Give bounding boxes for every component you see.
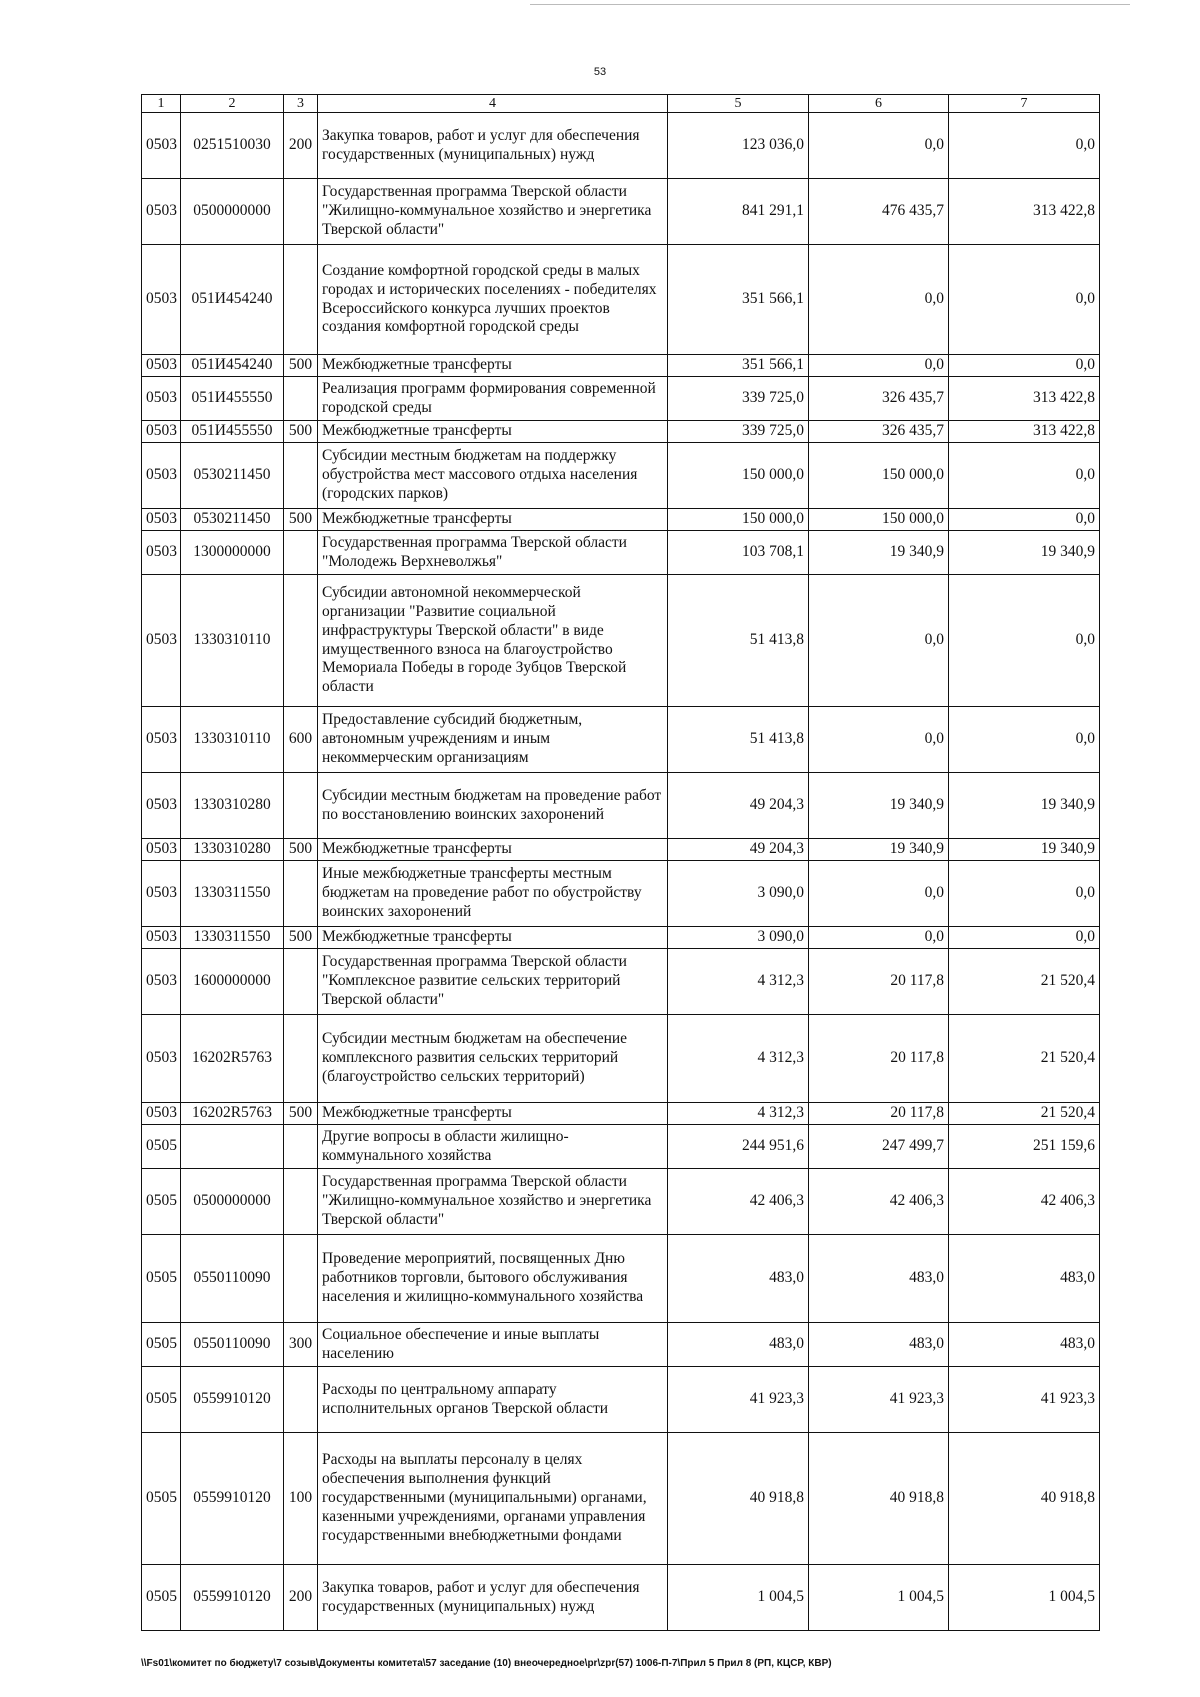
section-code-cell: 0503 bbox=[142, 531, 181, 575]
section-code-cell: 0503 bbox=[142, 245, 181, 355]
section-code-cell: 0503 bbox=[142, 575, 181, 707]
expense-type-code-cell bbox=[284, 1235, 318, 1323]
description-cell: Межбюджетные трансферты bbox=[318, 355, 668, 377]
target-article-code-cell: 0530211450 bbox=[181, 443, 284, 509]
target-article-code-cell: 0550110090 bbox=[181, 1235, 284, 1323]
amount-year-3-cell: 0,0 bbox=[949, 443, 1100, 509]
expense-type-code-cell bbox=[284, 575, 318, 707]
amount-year-1-cell: 483,0 bbox=[668, 1235, 809, 1323]
table-row bbox=[142, 839, 1100, 861]
table-row bbox=[142, 377, 1100, 421]
description-cell: Иные межбюджетные трансферты местным бюджетам на проведение работ по обустройству воинских захоронений bbox=[318, 861, 668, 927]
table-row bbox=[142, 949, 1100, 1015]
column-header: 1 bbox=[142, 95, 181, 113]
amount-year-3-cell: 483,0 bbox=[949, 1323, 1100, 1367]
amount-year-2-cell: 0,0 bbox=[809, 113, 949, 179]
amount-year-1-cell: 351 566,1 bbox=[668, 355, 809, 377]
amount-year-3-cell: 0,0 bbox=[949, 509, 1100, 531]
amount-year-1-cell: 103 708,1 bbox=[668, 531, 809, 575]
section-code-cell: 0503 bbox=[142, 355, 181, 377]
section-code-cell: 0505 bbox=[142, 1125, 181, 1169]
target-article-code-cell: 0559910120 bbox=[181, 1367, 284, 1433]
amount-year-3-cell: 21 520,4 bbox=[949, 1015, 1100, 1103]
target-article-code-cell: 1330311550 bbox=[181, 861, 284, 927]
description-cell: Создание комфортной городской среды в малых городах и исторических поселениях - победителях Всероссийского конкурса лучших проектов создания комфортной городской среды bbox=[318, 245, 668, 355]
footer-file-path: \\Fs01\комитет по бюджету\7 созыв\Документы комитета\57 заседание (10) внеочередное\pr\zpr(57) 1006-П-7\Прил 5 Прил 8 (РП, КЦСР, КВР) bbox=[141, 1658, 832, 1669]
expense-type-code-cell: 500 bbox=[284, 355, 318, 377]
target-article-code-cell: 1330310280 bbox=[181, 839, 284, 861]
description-cell: Государственная программа Тверской области "Молодежь Верхневолжья" bbox=[318, 531, 668, 575]
description-cell: Предоставление субсидий бюджетным, автономным учреждениям и иным некоммерческим организациям bbox=[318, 707, 668, 773]
column-header: 4 bbox=[318, 95, 668, 113]
amount-year-2-cell: 247 499,7 bbox=[809, 1125, 949, 1169]
description-cell: Государственная программа Тверской области "Жилищно-коммунальное хозяйство и энергетика Тверской области" bbox=[318, 179, 668, 245]
description-cell: Субсидии местным бюджетам на проведение работ по восстановлению воинских захоронений bbox=[318, 773, 668, 839]
amount-year-3-cell: 313 422,8 bbox=[949, 421, 1100, 443]
target-article-code-cell: 0559910120 bbox=[181, 1433, 284, 1565]
description-cell: Социальное обеспечение и иные выплаты населению bbox=[318, 1323, 668, 1367]
section-code-cell: 0503 bbox=[142, 1015, 181, 1103]
target-article-code-cell: 16202R5763 bbox=[181, 1103, 284, 1125]
expense-type-code-cell bbox=[284, 443, 318, 509]
description-cell: Другие вопросы в области жилищно-коммунального хозяйства bbox=[318, 1125, 668, 1169]
table-row bbox=[142, 113, 1100, 179]
target-article-code-cell: 0251510030 bbox=[181, 113, 284, 179]
amount-year-1-cell: 42 406,3 bbox=[668, 1169, 809, 1235]
amount-year-2-cell: 150 000,0 bbox=[809, 443, 949, 509]
amount-year-1-cell: 123 036,0 bbox=[668, 113, 809, 179]
table-row bbox=[142, 1103, 1100, 1125]
target-article-code-cell: 0530211450 bbox=[181, 509, 284, 531]
amount-year-2-cell: 0,0 bbox=[809, 245, 949, 355]
description-cell: Государственная программа Тверской области "Жилищно-коммунальное хозяйство и энергетика Тверской области" bbox=[318, 1169, 668, 1235]
table-row bbox=[142, 773, 1100, 839]
table-body bbox=[142, 113, 1100, 1631]
expense-type-code-cell: 600 bbox=[284, 707, 318, 773]
description-cell: Расходы по центральному аппарату исполнительных органов Тверской области bbox=[318, 1367, 668, 1433]
amount-year-1-cell: 351 566,1 bbox=[668, 245, 809, 355]
amount-year-2-cell: 476 435,7 bbox=[809, 179, 949, 245]
section-code-cell: 0505 bbox=[142, 1367, 181, 1433]
table-row bbox=[142, 509, 1100, 531]
amount-year-3-cell: 0,0 bbox=[949, 245, 1100, 355]
target-article-code-cell: 1330310110 bbox=[181, 707, 284, 773]
description-cell: Закупка товаров, работ и услуг для обеспечения государственных (муниципальных) нужд bbox=[318, 1565, 668, 1631]
expense-type-code-cell: 500 bbox=[284, 509, 318, 531]
amount-year-3-cell: 251 159,6 bbox=[949, 1125, 1100, 1169]
target-article-code-cell: 0500000000 bbox=[181, 1169, 284, 1235]
section-code-cell: 0503 bbox=[142, 949, 181, 1015]
section-code-cell: 0505 bbox=[142, 1169, 181, 1235]
amount-year-3-cell: 21 520,4 bbox=[949, 949, 1100, 1015]
table-row bbox=[142, 707, 1100, 773]
amount-year-1-cell: 150 000,0 bbox=[668, 509, 809, 531]
expense-type-code-cell bbox=[284, 861, 318, 927]
column-number-header-row bbox=[142, 95, 1100, 113]
amount-year-3-cell: 40 918,8 bbox=[949, 1433, 1100, 1565]
description-cell: Межбюджетные трансферты bbox=[318, 509, 668, 531]
amount-year-2-cell: 150 000,0 bbox=[809, 509, 949, 531]
table-row bbox=[142, 245, 1100, 355]
amount-year-3-cell: 0,0 bbox=[949, 575, 1100, 707]
description-cell: Проведение мероприятий, посвященных Дню работников торговли, бытового обслуживания населения и жилищно-коммунального хозяйства bbox=[318, 1235, 668, 1323]
amount-year-1-cell: 51 413,8 bbox=[668, 707, 809, 773]
amount-year-3-cell: 19 340,9 bbox=[949, 773, 1100, 839]
amount-year-2-cell: 41 923,3 bbox=[809, 1367, 949, 1433]
target-article-code-cell: 1330310280 bbox=[181, 773, 284, 839]
amount-year-3-cell: 0,0 bbox=[949, 927, 1100, 949]
description-cell: Субсидии местным бюджетам на обеспечение комплексного развития сельских территорий (благоустройство сельских территорий) bbox=[318, 1015, 668, 1103]
table-row bbox=[142, 1169, 1100, 1235]
expense-type-code-cell bbox=[284, 1125, 318, 1169]
table-row bbox=[142, 861, 1100, 927]
section-code-cell: 0503 bbox=[142, 443, 181, 509]
amount-year-3-cell: 0,0 bbox=[949, 861, 1100, 927]
amount-year-3-cell: 313 422,8 bbox=[949, 377, 1100, 421]
amount-year-3-cell: 0,0 bbox=[949, 113, 1100, 179]
scan-artifact-top bbox=[530, 4, 1130, 5]
expense-type-code-cell bbox=[284, 773, 318, 839]
amount-year-2-cell: 19 340,9 bbox=[809, 531, 949, 575]
amount-year-1-cell: 339 725,0 bbox=[668, 377, 809, 421]
description-cell: Расходы на выплаты персоналу в целях обеспечения выполнения функций государственными (муниципальными) органами, казенными учреждениями, органами управления государственными внебюджетными фондами bbox=[318, 1433, 668, 1565]
amount-year-3-cell: 1 004,5 bbox=[949, 1565, 1100, 1631]
table-row bbox=[142, 1235, 1100, 1323]
amount-year-3-cell: 19 340,9 bbox=[949, 531, 1100, 575]
table-row bbox=[142, 355, 1100, 377]
target-article-code-cell: 1330310110 bbox=[181, 575, 284, 707]
description-cell: Межбюджетные трансферты bbox=[318, 839, 668, 861]
amount-year-1-cell: 4 312,3 bbox=[668, 1103, 809, 1125]
expense-type-code-cell bbox=[284, 949, 318, 1015]
expense-type-code-cell: 200 bbox=[284, 1565, 318, 1631]
target-article-code-cell: 051И455550 bbox=[181, 377, 284, 421]
section-code-cell: 0505 bbox=[142, 1235, 181, 1323]
amount-year-1-cell: 4 312,3 bbox=[668, 1015, 809, 1103]
amount-year-2-cell: 19 340,9 bbox=[809, 773, 949, 839]
section-code-cell: 0505 bbox=[142, 1323, 181, 1367]
expense-type-code-cell bbox=[284, 179, 318, 245]
target-article-code-cell: 051И454240 bbox=[181, 355, 284, 377]
expense-type-code-cell: 500 bbox=[284, 927, 318, 949]
table-row bbox=[142, 421, 1100, 443]
column-header: 2 bbox=[181, 95, 284, 113]
section-code-cell: 0503 bbox=[142, 707, 181, 773]
amount-year-2-cell: 19 340,9 bbox=[809, 839, 949, 861]
table-row bbox=[142, 1015, 1100, 1103]
amount-year-3-cell: 41 923,3 bbox=[949, 1367, 1100, 1433]
amount-year-3-cell: 0,0 bbox=[949, 707, 1100, 773]
section-code-cell: 0505 bbox=[142, 1433, 181, 1565]
amount-year-1-cell: 339 725,0 bbox=[668, 421, 809, 443]
amount-year-2-cell: 20 117,8 bbox=[809, 1015, 949, 1103]
target-article-code-cell: 0500000000 bbox=[181, 179, 284, 245]
description-cell: Реализация программ формирования современной городской среды bbox=[318, 377, 668, 421]
expense-type-code-cell: 200 bbox=[284, 113, 318, 179]
amount-year-2-cell: 326 435,7 bbox=[809, 421, 949, 443]
amount-year-2-cell: 0,0 bbox=[809, 861, 949, 927]
amount-year-1-cell: 3 090,0 bbox=[668, 861, 809, 927]
amount-year-2-cell: 0,0 bbox=[809, 927, 949, 949]
expense-type-code-cell: 500 bbox=[284, 421, 318, 443]
amount-year-3-cell: 313 422,8 bbox=[949, 179, 1100, 245]
amount-year-1-cell: 244 951,6 bbox=[668, 1125, 809, 1169]
section-code-cell: 0503 bbox=[142, 421, 181, 443]
description-cell: Межбюджетные трансферты bbox=[318, 421, 668, 443]
table-row bbox=[142, 1125, 1100, 1169]
description-cell: Субсидии автономной некоммерческой организации "Развитие социальной инфраструктуры Тверской области" в виде имущественного взноса на благоустройство Мемориала Победы в городе Зубцов Тверской области bbox=[318, 575, 668, 707]
amount-year-1-cell: 1 004,5 bbox=[668, 1565, 809, 1631]
amount-year-2-cell: 0,0 bbox=[809, 355, 949, 377]
table-row bbox=[142, 927, 1100, 949]
column-header: 3 bbox=[284, 95, 318, 113]
amount-year-1-cell: 3 090,0 bbox=[668, 927, 809, 949]
table-row bbox=[142, 1433, 1100, 1565]
section-code-cell: 0503 bbox=[142, 113, 181, 179]
expense-type-code-cell bbox=[284, 531, 318, 575]
target-article-code-cell bbox=[181, 1125, 284, 1169]
table-row bbox=[142, 1323, 1100, 1367]
amount-year-2-cell: 42 406,3 bbox=[809, 1169, 949, 1235]
table-row bbox=[142, 443, 1100, 509]
table-row bbox=[142, 179, 1100, 245]
target-article-code-cell: 1300000000 bbox=[181, 531, 284, 575]
amount-year-3-cell: 0,0 bbox=[949, 355, 1100, 377]
target-article-code-cell: 16202R5763 bbox=[181, 1015, 284, 1103]
section-code-cell: 0503 bbox=[142, 377, 181, 421]
amount-year-2-cell: 1 004,5 bbox=[809, 1565, 949, 1631]
budget-table bbox=[141, 94, 1100, 1631]
amount-year-2-cell: 0,0 bbox=[809, 575, 949, 707]
amount-year-1-cell: 49 204,3 bbox=[668, 839, 809, 861]
section-code-cell: 0503 bbox=[142, 509, 181, 531]
expense-type-code-cell bbox=[284, 245, 318, 355]
amount-year-1-cell: 841 291,1 bbox=[668, 179, 809, 245]
expense-type-code-cell bbox=[284, 1169, 318, 1235]
target-article-code-cell: 1600000000 bbox=[181, 949, 284, 1015]
description-cell: Межбюджетные трансферты bbox=[318, 927, 668, 949]
expense-type-code-cell: 500 bbox=[284, 839, 318, 861]
section-code-cell: 0503 bbox=[142, 861, 181, 927]
column-header: 7 bbox=[949, 95, 1100, 113]
amount-year-1-cell: 51 413,8 bbox=[668, 575, 809, 707]
section-code-cell: 0503 bbox=[142, 927, 181, 949]
amount-year-2-cell: 483,0 bbox=[809, 1235, 949, 1323]
target-article-code-cell: 051И455550 bbox=[181, 421, 284, 443]
section-code-cell: 0503 bbox=[142, 1103, 181, 1125]
expense-type-code-cell bbox=[284, 1367, 318, 1433]
table-row bbox=[142, 1565, 1100, 1631]
target-article-code-cell: 051И454240 bbox=[181, 245, 284, 355]
expense-type-code-cell bbox=[284, 377, 318, 421]
amount-year-3-cell: 483,0 bbox=[949, 1235, 1100, 1323]
description-cell: Закупка товаров, работ и услуг для обеспечения государственных (муниципальных) нужд bbox=[318, 113, 668, 179]
target-article-code-cell: 0550110090 bbox=[181, 1323, 284, 1367]
expense-type-code-cell bbox=[284, 1015, 318, 1103]
amount-year-1-cell: 49 204,3 bbox=[668, 773, 809, 839]
description-cell: Государственная программа Тверской области "Комплексное развитие сельских территорий Тверской области" bbox=[318, 949, 668, 1015]
description-cell: Межбюджетные трансферты bbox=[318, 1103, 668, 1125]
amount-year-2-cell: 20 117,8 bbox=[809, 1103, 949, 1125]
amount-year-1-cell: 40 918,8 bbox=[668, 1433, 809, 1565]
column-header: 6 bbox=[809, 95, 949, 113]
section-code-cell: 0505 bbox=[142, 1565, 181, 1631]
expense-type-code-cell: 300 bbox=[284, 1323, 318, 1367]
target-article-code-cell: 1330311550 bbox=[181, 927, 284, 949]
expense-type-code-cell: 500 bbox=[284, 1103, 318, 1125]
amount-year-1-cell: 41 923,3 bbox=[668, 1367, 809, 1433]
amount-year-3-cell: 42 406,3 bbox=[949, 1169, 1100, 1235]
description-cell: Субсидии местным бюджетам на поддержку обустройства мест массового отдыха населения (городских парков) bbox=[318, 443, 668, 509]
amount-year-1-cell: 4 312,3 bbox=[668, 949, 809, 1015]
table-row bbox=[142, 531, 1100, 575]
page-number: 53 bbox=[593, 66, 607, 78]
table-row bbox=[142, 575, 1100, 707]
expense-type-code-cell: 100 bbox=[284, 1433, 318, 1565]
section-code-cell: 0503 bbox=[142, 179, 181, 245]
amount-year-2-cell: 483,0 bbox=[809, 1323, 949, 1367]
amount-year-1-cell: 483,0 bbox=[668, 1323, 809, 1367]
target-article-code-cell: 0559910120 bbox=[181, 1565, 284, 1631]
table-row bbox=[142, 1367, 1100, 1433]
amount-year-2-cell: 20 117,8 bbox=[809, 949, 949, 1015]
amount-year-2-cell: 40 918,8 bbox=[809, 1433, 949, 1565]
amount-year-1-cell: 150 000,0 bbox=[668, 443, 809, 509]
column-header: 5 bbox=[668, 95, 809, 113]
amount-year-2-cell: 326 435,7 bbox=[809, 377, 949, 421]
amount-year-3-cell: 21 520,4 bbox=[949, 1103, 1100, 1125]
amount-year-3-cell: 19 340,9 bbox=[949, 839, 1100, 861]
section-code-cell: 0503 bbox=[142, 839, 181, 861]
amount-year-2-cell: 0,0 bbox=[809, 707, 949, 773]
section-code-cell: 0503 bbox=[142, 773, 181, 839]
